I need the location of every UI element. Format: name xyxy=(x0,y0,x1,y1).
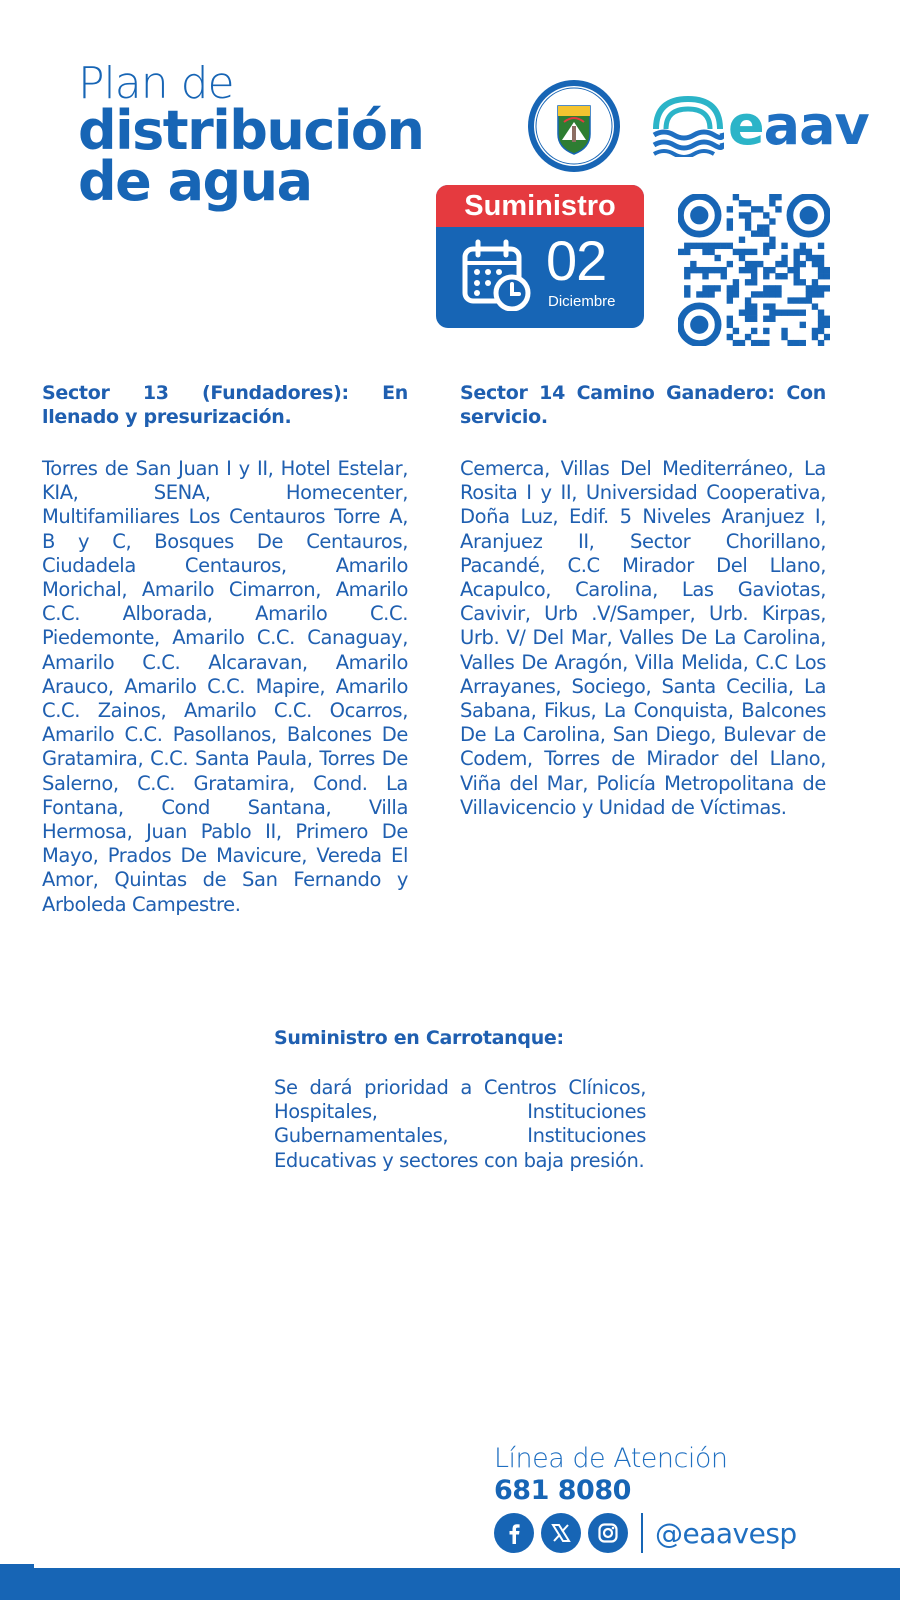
supply-day: 02 xyxy=(546,229,607,292)
title-line-2: distribución xyxy=(78,99,424,162)
supply-badge-heading: Suministro xyxy=(436,185,644,227)
contact-label: Línea de Atención xyxy=(494,1443,728,1474)
social-divider xyxy=(641,1513,643,1553)
alcaldia-villavicencio-logo xyxy=(526,78,622,174)
title-line-1: Plan de xyxy=(78,58,234,109)
calendar-clock-icon xyxy=(462,239,532,311)
eaav-waves-icon xyxy=(652,95,724,157)
sector-14-heading: Sector 14 Camino Ganadero: Con servicio. xyxy=(460,382,826,428)
carrotanque-body: Se dará prioridad a Centros Clínicos, Hospitales, Instituciones Gubernamentales, Instituciones Educativas y sectores con baja presión. xyxy=(274,1076,646,1172)
social-row xyxy=(494,1513,874,1553)
carrotanque-section xyxy=(274,1026,646,1173)
supply-month: Diciembre xyxy=(548,293,616,310)
social-handle[interactable]: @eaavesp xyxy=(655,1516,797,1550)
x-icon[interactable] xyxy=(541,1513,581,1553)
facebook-icon[interactable] xyxy=(494,1513,534,1553)
bottom-bar xyxy=(0,1568,900,1600)
sector-14-body: Cemerca, Villas Del Mediterráneo, La Rosita I y II, Universidad Cooperativa, Doña Luz, Edif. 5 Niveles Aranjuez I, Aranjuez II, Sector Chorillano, Pacandé, C.C Mirador Del Llano, Acapulco, Carolina, Las Gaviotas, Cavivir, Urb .V/Samper, Urb. Kirpas, Urb. V/ Del Mar, Valles De La Carolina, Valles De Aragón, Villa Melida, C.C Los Arrayanes, Sociego, Santa Cecilia, La Sabana, Fikus, La Conquista, Balcones De La Carolina, San Diego, Bulevar de Codem, Torres de Mirador del Llano, Viña del Mar, Policía Metropolitana de Villavicencio y Unidad de Víctimas. xyxy=(460,457,826,819)
page-title xyxy=(78,58,478,213)
contact-phone[interactable]: 681 8080 xyxy=(494,1475,631,1506)
sector-13-section xyxy=(42,381,408,917)
eaav-wordmark: eaav xyxy=(728,94,869,157)
qr-code[interactable] xyxy=(678,194,830,346)
sector-13-heading: Sector 13 (Fundadores): En llenado y presurización. xyxy=(42,382,408,428)
eaav-logo xyxy=(652,92,877,160)
sector-14-section xyxy=(460,381,826,820)
carrotanque-heading: Suministro en Carrotanque: xyxy=(274,1027,564,1049)
contact-block xyxy=(494,1443,874,1553)
instagram-icon[interactable] xyxy=(588,1513,628,1553)
title-line-3: de agua xyxy=(78,150,312,213)
sector-13-body: Torres de San Juan I y II, Hotel Estelar, KIA, SENA, Homecenter, Multifamiliares Los Centauros Torre A, B y C, Bosques De Centauros, Ciudadela Centauros, Amarilo Morichal, Amarilo Cimarron, Amarilo C.C. Alborada, Amarilo C.C. Piedemonte, Amarilo C.C. Canaguay, Amarilo C.C. Alcaravan, Amarilo Arauco, Amarilo C.C. Mapire, Amarilo C.C. Zainos, Amarilo C.C. Ocarros, Amarilo C.C. Pasollanos, Balcones De Gratamira, C.C. Santa Paula, Torres De Salerno, C.C. Gratamira, Cond. La Fontana, Cond Santana, Villa Hermosa, Juan Pablo II, Primero De Mayo, Prados De Mavicure, Vereda El Amor, Quintas de San Fernando y Arboleda Campestre. xyxy=(42,457,408,916)
supply-date-badge xyxy=(436,185,644,328)
